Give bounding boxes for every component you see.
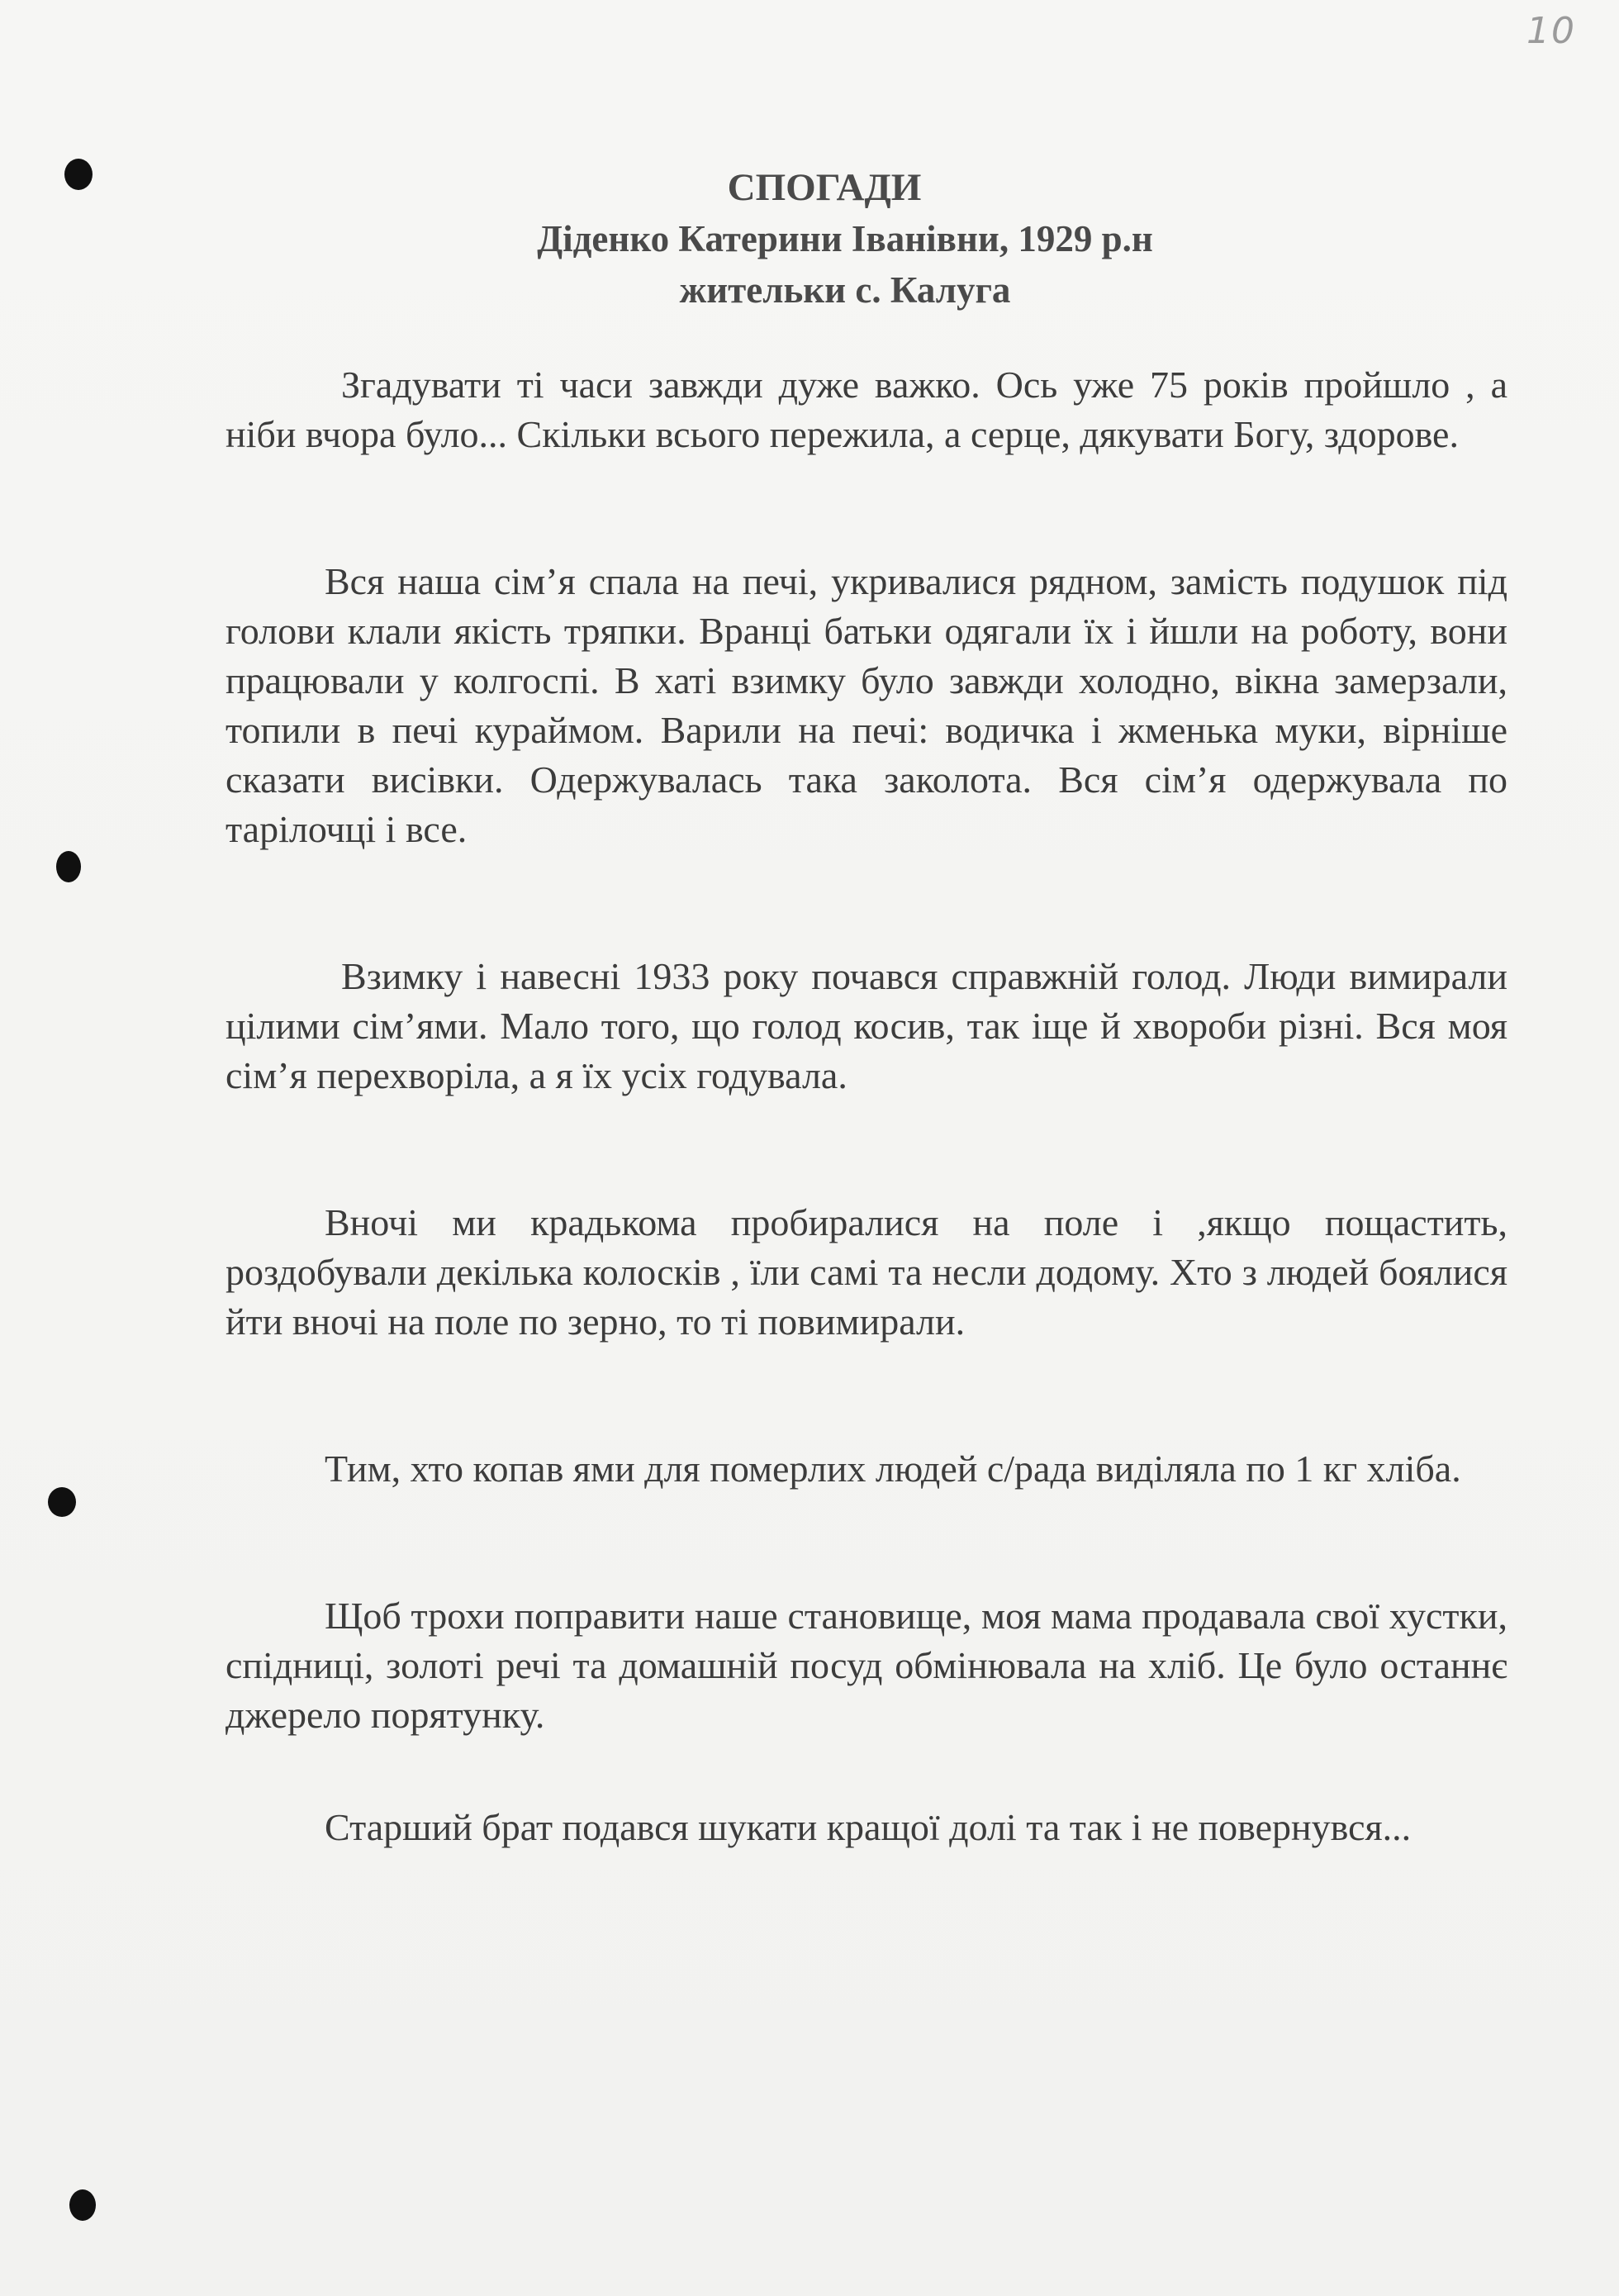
paragraph: Щоб трохи поправити наше становище, моя мама продавала свої хустки, спідниці, золоті речі та домашній посуд обмінювала на хліб. Це було останнє джерело порятунку. — [226, 1595, 1507, 1736]
paragraph: Тим, хто копав ями для померлих людей с/рада виділяла по 1 кг хліба. — [325, 1447, 1461, 1490]
title-block — [226, 162, 1299, 316]
paragraph: Вночі ми крадькома пробиралися на поле і ,якщо пощастить, роздобували декілька колосків , їли самі та несли додому. Хто з людей боялися йти вночі на поле по зерно, то ті повимирали. — [226, 1201, 1507, 1343]
punch-hole-icon — [69, 2189, 96, 2221]
paragraph: Вся наша сім’я спала на печі, укривалися рядном, замість подушок під голови клали якість тряпки. Вранці батьки одягали їх і йшли на роботу, вони працювали у колгоспі. В хаті взимку було завжди холодно, вікна замерзали, топили в печі кураймом. Варили на печі: водичка і жменька муки, вірніше сказати висівки. Одержувалась така заколота. Вся сім’я одержувала по тарілочці і все. — [226, 560, 1507, 850]
author-residence-line: жительки с. Калуга — [679, 269, 1011, 311]
paragraph: Згадувати ті часи завжди дуже важко. Ось уже 75 років пройшло , а ніби вчора було... Скільки всього пережила, а серце, дякувати Богу, здорове. — [226, 364, 1507, 455]
punch-hole-icon — [48, 1487, 76, 1517]
memoir-body — [226, 360, 1507, 1950]
page-number: 10 — [1526, 10, 1576, 52]
document-heading: СПОГАДИ — [727, 166, 922, 209]
punch-hole-icon — [56, 851, 81, 882]
author-name-line: Діденко Катерини Іванівни, 1929 р.н — [537, 218, 1153, 259]
paragraph: Взимку і навесні 1933 року почався справжній голод. Люди вимирали цілими сім’ями. Мало того, що голод косив, так іще й хвороби різні. Вся моя сім’я перехворіла, а я їх усіх годувала. — [226, 955, 1507, 1096]
punch-hole-icon — [64, 159, 93, 190]
paragraph: Старший брат подався шукати кращої долі та так і не повернувся... — [325, 1806, 1412, 1848]
